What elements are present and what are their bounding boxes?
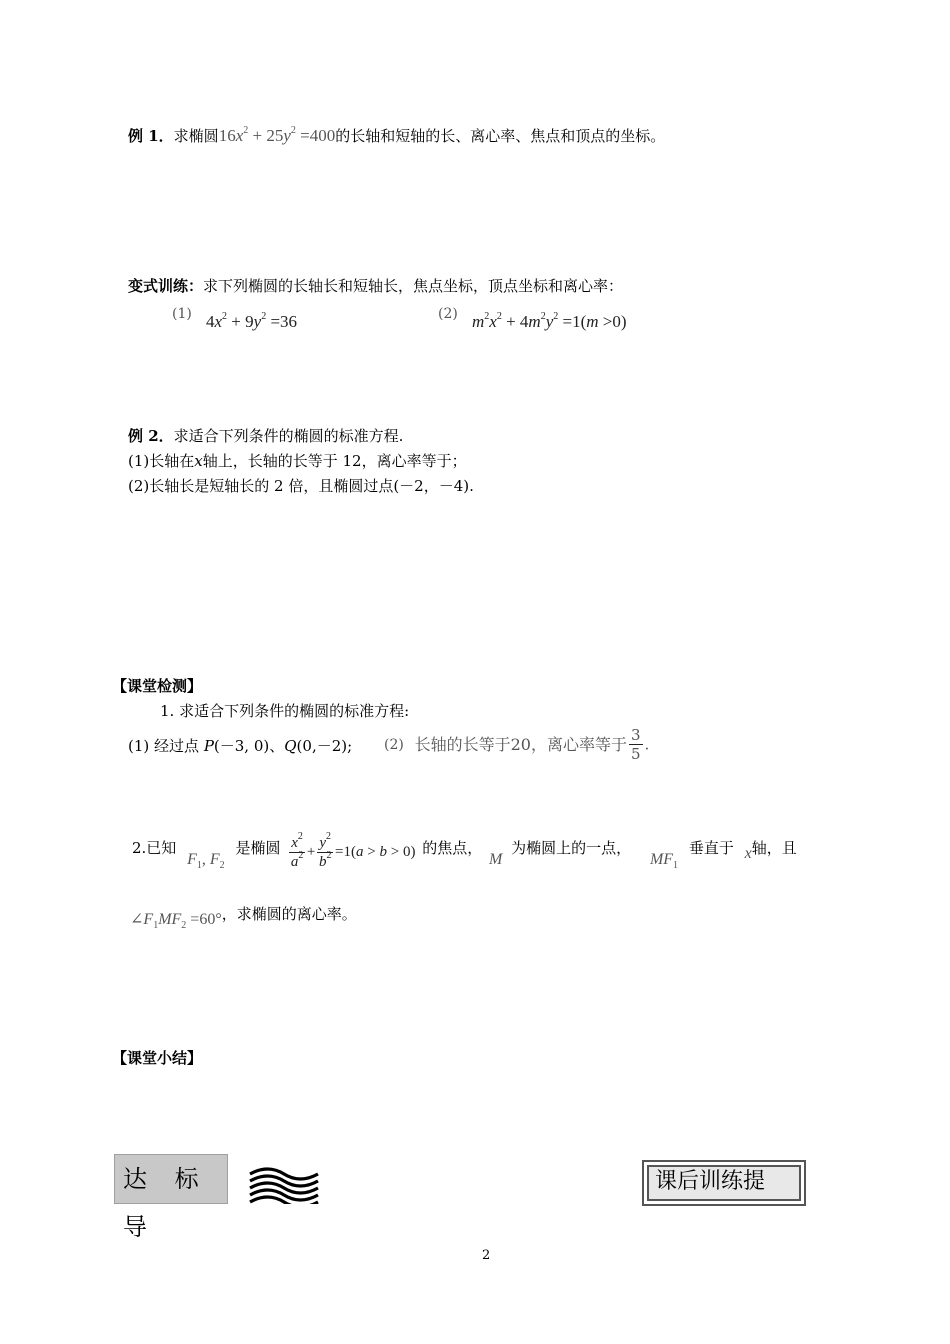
check-question1-part1: (1) 经过点 P(－3, 0)、Q(0,－2); [128,737,353,755]
example1-suffix: 的长轴和短轴的长、离心率、焦点和顶点的坐标。 [335,127,666,145]
example2-label: 例 2． [128,427,174,445]
eccentricity-fraction: $\frac{3}{5}$ [631,726,641,763]
example1-prefix: 求椭圆 [173,127,219,145]
mf1-symbol: $MF_1$ [649,851,679,871]
check-heading: 【课堂检测】 [112,677,203,695]
check-question2-line1: 2.已知 $F_1$, $F_2$ 是椭圆 $\frac{x^2}{a^2}$ + $\frac{y^2}{b^2}$ =1(a > b > 0) 的焦点， M 为椭圆上的一点， $MF_1$ 垂直于 x轴，且 [132,831,797,871]
variant-item2-number: (2) [438,306,458,322]
variant-line [128,276,623,296]
variant-label: 变式训练： [128,277,204,295]
wave-decoration-icon [248,1164,320,1204]
check-question1: 1. 求适合下列条件的椭圆的标准方程: [160,702,410,720]
variant-item1-equation: $4x^2 + 9y^2 =36$ [206,311,298,331]
guide-box: 达 标 导 [114,1154,228,1204]
example2-condition2: (2)长轴长是短轴长的 2 倍，且椭圆过点(－2，－4). [128,477,474,495]
summary-heading: 【课堂小结】 [112,1049,203,1067]
example1-line [128,126,665,146]
example1-label: 例 1． [128,127,174,145]
after-class-label: 课后训练提 [647,1165,801,1201]
example1-equation: $16x^2 + 25y^2 =400$ [218,125,336,145]
angle-expression: $\angle F_1MF_2 =60^\circ$ [130,911,222,931]
example2-text: 求适合下列条件的椭圆的标准方程. [173,427,404,445]
check-question1-part2: (2) 长轴的长等于20，离心率等于 $\frac{3}{5}$ . [384,726,650,763]
after-class-box [642,1160,806,1206]
example2-line [128,426,403,446]
variant-item2-equation: $m^2x^2 + 4m^2y^2 =1(m >0)$ [472,311,627,331]
check-question2-line2: $\angle F_1MF_2 =60^\circ$，求椭圆的离心率。 [130,905,357,931]
example2-condition1: (1)长轴在x轴上，长轴的长等于 12，离心率等于； [128,452,467,470]
foci-symbols: $F_1$, $F_2$ [187,851,225,871]
ellipse-equation: $\frac{x^2}{a^2}$ + $\frac{y^2}{b^2}$ =1(a > b > 0) [290,831,416,870]
variant-item1-number: (1) [172,306,192,322]
page-number: 2 [482,1248,491,1263]
variant-text: 求下列椭圆的长轴长和短轴长，焦点坐标，顶点坐标和离心率： [203,277,624,295]
